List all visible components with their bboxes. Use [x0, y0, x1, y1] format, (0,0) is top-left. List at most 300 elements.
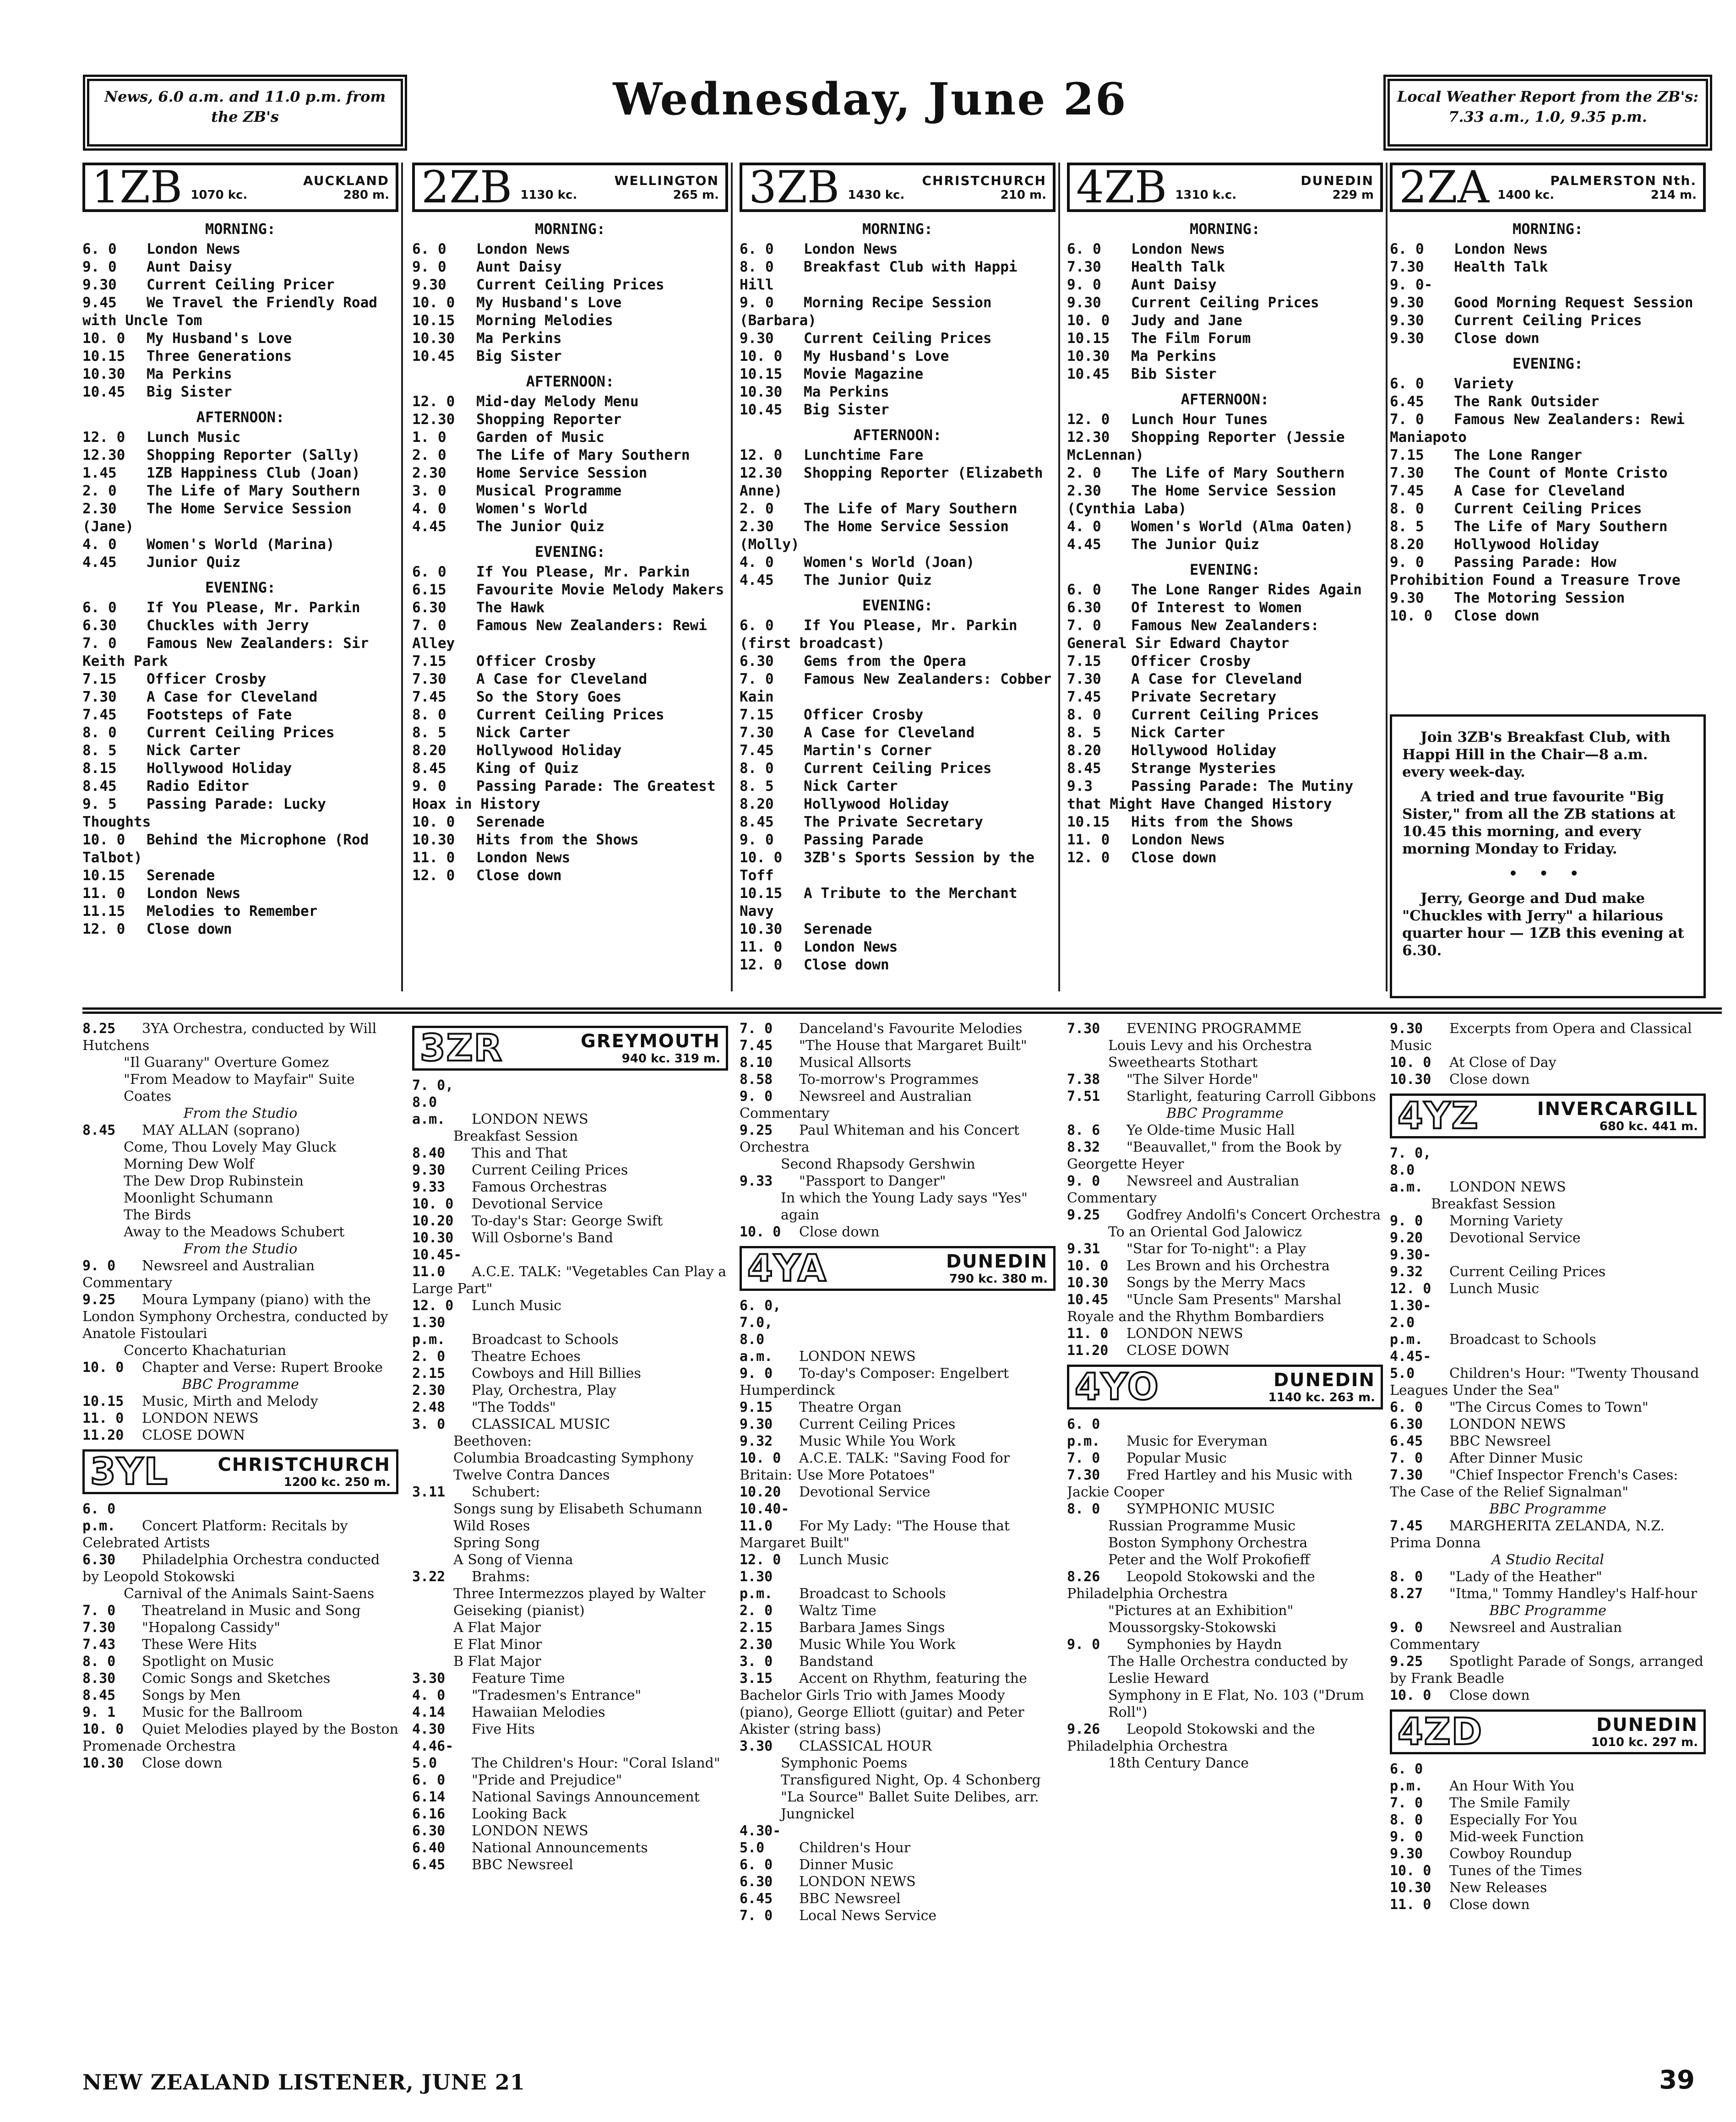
programme-title: Looking Back: [472, 1806, 566, 1822]
programme-row: [1390, 393, 1706, 411]
programme-title: Current Ceiling Prices: [804, 760, 992, 777]
programme-title: "The Silver Horde": [1126, 1072, 1259, 1088]
programme-time: 10. 0: [740, 849, 783, 866]
programme-title: BBC Programme: [1489, 1603, 1606, 1619]
programme-time: 7. 0: [1390, 1795, 1423, 1811]
programme-title: Come, Thou Lovely May Gluck: [124, 1139, 337, 1155]
programme-row: [412, 1585, 728, 1619]
programme-time: 9. 0: [82, 259, 117, 275]
programme-title: Current Ceiling Prices: [147, 724, 335, 741]
programme-title: London News: [476, 849, 571, 866]
programme-row: [740, 778, 1056, 795]
programme-title: Three Generations: [147, 348, 292, 365]
station-info: [848, 173, 1046, 202]
programme-title: Concerto Khachaturian: [124, 1343, 287, 1359]
programme-title: Songs sung by Elisabeth Schumann: [453, 1501, 702, 1517]
programme-time: 1. 0: [412, 429, 446, 446]
station-call-sign: 4YZ: [1398, 1094, 1479, 1137]
programme-time: 8.45: [82, 778, 117, 794]
programme-title: Theatre Organ: [799, 1399, 902, 1415]
programme-row: [1067, 1450, 1383, 1467]
programme-time: 10. 0: [1067, 312, 1110, 329]
programme-title: Ma Perkins: [476, 330, 562, 347]
programme-row: [1067, 1325, 1383, 1342]
programme-row: [412, 1416, 728, 1433]
programme-time: 10. 0: [1067, 1258, 1109, 1274]
programme-row: [1067, 482, 1383, 518]
programme-title: My Husband's Love: [476, 294, 622, 311]
programme-time: 3.15: [740, 1670, 773, 1687]
station-call-sign: 3YL: [90, 1450, 169, 1493]
programme-title: From the Studio: [183, 1105, 298, 1121]
programme-time: 9. 0: [740, 1088, 773, 1105]
programme-title: Barbara James Sings: [799, 1620, 945, 1636]
column-rule: [731, 163, 733, 991]
programme-row: [1067, 1602, 1383, 1636]
programme-time: 6.16: [412, 1806, 446, 1822]
programme-title: London News: [1454, 241, 1548, 257]
station-call-sign: 1ZB: [92, 162, 183, 213]
programme-title: Serenade: [147, 867, 215, 884]
programme-title: Bandstand: [799, 1654, 874, 1670]
programme-row: [1067, 1721, 1383, 1755]
programme-title: The Life of Mary Southern: [1131, 465, 1345, 481]
programme-row: [82, 240, 398, 258]
programme-time: 10. 0: [1390, 1055, 1431, 1071]
programme-time: 10.15: [82, 348, 125, 365]
programme-time: 7. 0: [1390, 1450, 1423, 1466]
programme-title: This and That: [472, 1145, 568, 1161]
programme-time: 6.30: [412, 599, 446, 616]
programme-row: [740, 1450, 1056, 1484]
programme-row: [1390, 1467, 1706, 1501]
programme-time: 10.30: [1390, 1880, 1431, 1896]
programme-row: [1067, 1037, 1383, 1054]
programme-time: 8.20: [412, 742, 446, 759]
programme-row: [740, 1501, 1056, 1551]
programme-time: 10.15: [82, 867, 125, 884]
programme-title: Children's Hour: "Twenty Thousand Leagues Under the Sea": [1390, 1366, 1699, 1398]
programme-row: [1067, 1568, 1383, 1602]
programme-title: Children's Hour: [799, 1840, 911, 1856]
programme-row: [82, 599, 398, 617]
programme-row: [82, 706, 398, 724]
programme-time: 10. 0: [412, 294, 455, 311]
programme-time: 1.30-2.0 p.m.: [1390, 1298, 1431, 1348]
programme-time: 12.30: [1067, 429, 1110, 446]
programme-time: 9. 0: [740, 294, 774, 311]
programme-row: [82, 1393, 398, 1410]
programme-title: Officer Crosby: [147, 671, 267, 687]
programme-row: [740, 1823, 1056, 1856]
programme-row: [740, 885, 1056, 920]
programme-title: A Case for Cleveland: [476, 671, 648, 687]
programme-title: Behind the Microphone (Rod Talbot): [82, 832, 369, 866]
programme-time: 10.30: [412, 1230, 454, 1246]
programme-row: [1390, 1416, 1706, 1433]
programme-title: Hits from the Shows: [1131, 814, 1294, 830]
programme-row: [82, 1427, 398, 1444]
programme-row: [82, 464, 398, 482]
programme-row: [82, 1619, 398, 1636]
programme-title: Hollywood Holiday: [147, 760, 292, 777]
programme-time: 8.25: [82, 1021, 116, 1037]
programme-title: Radio Editor: [147, 778, 249, 794]
programme-time: 6. 0 p.m.: [1067, 1416, 1100, 1449]
programme-title: To an Oriental God Jalowicz: [1108, 1224, 1302, 1240]
programme-time: 9.30: [1390, 1846, 1423, 1862]
programme-row: [82, 365, 398, 383]
programme-row: [1067, 1088, 1383, 1105]
programme-title: Ma Perkins: [804, 384, 889, 400]
programme-title: Nick Carter: [476, 724, 571, 741]
programme-row: [82, 446, 398, 464]
programme-row: [82, 500, 398, 536]
programme-time: 7.45: [740, 742, 774, 759]
programme-row: [1390, 607, 1706, 625]
programme-title: Lunch Hour Tunes: [1131, 411, 1268, 428]
programme-row: [82, 294, 398, 330]
programme-time: 7.30: [1390, 259, 1424, 275]
programme-row: [1390, 240, 1706, 258]
programme-row: [740, 706, 1056, 724]
programme-title: Spring Song: [453, 1535, 540, 1551]
programme-row: [412, 1365, 728, 1382]
programme-title: Officer Crosby: [1131, 653, 1251, 669]
programme-title: Home Service Session: [476, 465, 648, 481]
programme-row: [740, 1071, 1056, 1088]
programme-row: [1390, 518, 1706, 536]
programme-time: 6. 0: [82, 241, 117, 257]
station-frequency: 940 kc. 319 m.: [621, 1052, 720, 1066]
programme-time: 6. 0: [740, 617, 774, 634]
programme-time: 7. 0: [82, 1603, 116, 1619]
programme-time: 10.30: [412, 330, 455, 347]
programme-title: The Life of Mary Southern: [147, 483, 360, 499]
programme-time: 6.45: [1390, 1433, 1423, 1449]
programme-time: 8. 5: [1067, 724, 1101, 741]
station-info: [1486, 1099, 1698, 1133]
programme-row: [740, 1890, 1056, 1907]
programme-title: The Private Secretary: [804, 814, 983, 830]
programme-row: [1067, 1501, 1383, 1518]
programme-row: [1390, 1196, 1706, 1213]
programme-time: 7.45: [1067, 689, 1101, 705]
programme-time: 12. 0: [412, 393, 455, 410]
programme-row: [740, 938, 1056, 956]
programme-time: 9.33: [412, 1179, 446, 1195]
programme-row: [1390, 446, 1706, 464]
programme-title: Current Ceiling Prices: [804, 330, 992, 347]
programme-time: 10.30: [82, 1755, 124, 1771]
programme-title: The Smile Family: [1449, 1795, 1570, 1811]
station-wavelength: 265 m.: [673, 188, 719, 202]
programme-time: 6.15: [412, 582, 446, 598]
programme-title: LONDON NEWS: [1449, 1179, 1566, 1195]
programme-title: A.C.E. TALK: "Saving Food for Britain: Use More Potatoes": [740, 1450, 1010, 1483]
programme-time: 9.25: [1067, 1207, 1100, 1223]
programme-row: [412, 312, 728, 330]
programme-row: [1067, 1274, 1383, 1291]
programme-time: 7. 0: [412, 617, 446, 634]
programme-time: 2.30: [412, 1382, 446, 1398]
programme-title: Five Hits: [472, 1721, 535, 1737]
programme-title: Passing Parade: The Greatest Hoax in History: [412, 778, 716, 812]
programme-time: 9.30: [412, 1162, 446, 1178]
programme-title: Movie Magazine: [804, 366, 924, 382]
station-call-sign: 4ZD: [1398, 1710, 1483, 1753]
programme-time: 10.15: [1067, 814, 1110, 830]
programme-row: [412, 1297, 728, 1314]
programme-row: [82, 330, 398, 348]
programme-row: [412, 1568, 728, 1585]
programme-row: [82, 1755, 398, 1772]
programme-row: [740, 831, 1056, 849]
programme-title: Officer Crosby: [476, 653, 596, 669]
programme-time: 6. 0: [1390, 241, 1424, 257]
programme-title: The Rank Outsider: [1454, 393, 1600, 410]
programme-row: [82, 1173, 398, 1190]
programme-time: 8.45: [412, 760, 446, 777]
programme-row: [740, 1173, 1056, 1190]
programme-title: Dinner Music: [799, 1857, 893, 1873]
programme-row: [740, 518, 1056, 554]
programme-time: 6. 0: [740, 241, 774, 257]
programme-row: [412, 1128, 728, 1145]
programme-time: 7. 0, 8.0 a.m.: [1390, 1145, 1431, 1195]
programme-title: The Halle Orchestra conducted by Leslie Heward: [1108, 1654, 1348, 1687]
programme-time: 8. 0: [1390, 1569, 1423, 1585]
programme-title: Gems from the Opera: [804, 653, 966, 669]
programme-title: Close down: [1449, 1072, 1530, 1088]
programme-title: Serenade: [804, 921, 872, 937]
programme-time: 8.32: [1067, 1139, 1100, 1155]
programme-title: Morning Melodies: [476, 312, 613, 329]
programme-title: Current Ceiling Prices: [799, 1416, 956, 1432]
programme-time: 4. 0: [740, 554, 774, 571]
programme-row: [82, 482, 398, 500]
programme-title: A Case for Cleveland: [1454, 483, 1625, 499]
programme-row: [1067, 581, 1383, 599]
programme-time: 10. 0: [1390, 608, 1433, 624]
programme-title: LONDON NEWS: [142, 1410, 259, 1426]
programme-title: MARGHERITA ZELANDA, N.Z. Prima Donna: [1390, 1518, 1665, 1551]
programme-time: 8.15: [82, 760, 117, 777]
programme-time: 9.45: [82, 294, 117, 311]
programme-title: Lunch Music: [799, 1552, 889, 1568]
programme-time: 2.48: [412, 1399, 446, 1415]
programme-row: [412, 581, 728, 599]
programme-time: 4.45-5.0: [1390, 1349, 1431, 1382]
programme-row: [1390, 1585, 1706, 1602]
station-header-4yz: [1390, 1094, 1706, 1138]
programme-row: [412, 500, 728, 518]
programme-time: 6. 0: [412, 1772, 446, 1788]
programme-title: LONDON NEWS: [799, 1874, 916, 1890]
programme-row: [1067, 276, 1383, 294]
programme-row: [1067, 1105, 1383, 1122]
programme-time: 7.30: [1067, 1021, 1100, 1037]
programme-row: [740, 1789, 1056, 1823]
programme-title: The Life of Mary Southern: [476, 447, 690, 463]
station-call-sign: 2ZA: [1399, 162, 1490, 213]
programme-row: [1067, 778, 1383, 813]
programme-title: "The Todds": [472, 1399, 556, 1415]
programme-time: 11. 0: [82, 1410, 124, 1426]
programme-row: [412, 867, 728, 885]
programme-row: [1390, 1845, 1706, 1862]
programme-title: Aunt Daisy: [476, 259, 562, 275]
programme-time: 11. 0: [412, 849, 455, 866]
programme-title: Leopold Stokowski and the Philadelphia Orchestra: [1067, 1569, 1315, 1602]
programme-title: BBC Programme: [1166, 1105, 1284, 1121]
programme-row: [1390, 1518, 1706, 1551]
programme-row: [82, 724, 398, 742]
programme-row: [1390, 1020, 1706, 1054]
programme-time: 7. 0: [740, 1908, 773, 1924]
programme-title: Comic Songs and Sketches: [142, 1670, 331, 1687]
programme-time: 6. 0, 7.0, 8.0 a.m.: [740, 1298, 781, 1365]
programme-title: Shopping Reporter (Jessie McLennan): [1067, 429, 1345, 463]
programme-row: [1067, 240, 1383, 258]
programme-time: 9.30: [1390, 312, 1424, 329]
programme-time: 7. 0, 8.0 a.m.: [412, 1077, 454, 1127]
programme-row: [1390, 1246, 1706, 1280]
programme-row: [412, 1246, 728, 1297]
programme-row: [1390, 312, 1706, 330]
programme-title: A Flat Major: [453, 1620, 541, 1636]
station-header-3zr: [412, 1026, 728, 1071]
programme-title: Moura Lympany (piano) with the London Symphony Orchestra, conducted by Anatole Fistoulari: [82, 1292, 388, 1342]
programme-title: EVENING PROGRAMME: [1126, 1021, 1302, 1037]
programme-time: 10. 0: [82, 832, 125, 848]
programme-row: [412, 599, 728, 617]
programme-time: 12.30: [412, 411, 455, 428]
programme-title: London News: [147, 885, 241, 902]
programme-time: 2.30: [82, 501, 117, 517]
programme-title: "Pride and Prejudice": [472, 1772, 622, 1788]
programme-time: 12. 0: [1390, 1281, 1431, 1297]
programme-row: [82, 670, 398, 688]
programme-time: 7.30: [412, 671, 446, 687]
station-call-sign: 2ZB: [421, 162, 512, 213]
programme-time: 10.45: [82, 384, 125, 400]
programme-time: 6.30: [1390, 1416, 1423, 1432]
programme-time: 7.15: [740, 707, 774, 723]
station-header-1zb: [82, 163, 398, 212]
programme-title: Current Ceiling Prices: [1449, 1264, 1606, 1280]
programme-time: 12.30: [740, 465, 783, 481]
programme-time: 10.40-11.0: [740, 1501, 789, 1534]
programme-row: [1390, 1602, 1706, 1619]
programme-time: 11.20: [82, 1427, 124, 1443]
programme-time: 11. 0: [1067, 832, 1110, 848]
programme-time: 6. 0: [1390, 375, 1424, 392]
programme-title: King of Quiz: [476, 760, 579, 777]
programme-row: [1067, 1467, 1383, 1501]
programme-title: Good Morning Request Session: [1454, 294, 1693, 311]
programme-title: Russian Programme Music: [1108, 1518, 1296, 1534]
programme-title: Les Brown and his Orchestra: [1126, 1258, 1330, 1274]
programme-row: [412, 1789, 728, 1806]
programme-row: [1390, 1879, 1706, 1896]
programme-title: CLASSICAL HOUR: [799, 1738, 932, 1754]
programme-row: [412, 1518, 728, 1534]
section-heading: MORNING:: [1512, 220, 1584, 238]
programme-row: [740, 724, 1056, 742]
programme-row: [1067, 1257, 1383, 1274]
programme-title: Passing Parade: The Mutiny that Might Have Changed History: [1067, 778, 1354, 812]
programme-title: Martin's Corner: [804, 742, 932, 759]
programme-row: [412, 1636, 728, 1653]
programme-row: [740, 670, 1056, 706]
programme-row: [740, 240, 1056, 258]
programme-time: 10.15: [740, 366, 783, 382]
programme-row: [82, 903, 398, 920]
programme-time: 9.20: [1390, 1230, 1423, 1246]
programme-title: Famous New Zealanders: Rewi Maniapoto: [1390, 411, 1685, 446]
programme-title: Big Sister: [476, 348, 562, 365]
programme-title: Famous New Zealanders: Cobber Kain: [740, 671, 1052, 705]
programme-time: 9. 0-9.30: [1390, 277, 1433, 311]
programme-title: Famous New Zealanders: Rewi Alley: [412, 617, 707, 652]
programme-row: [412, 831, 728, 849]
programme-title: Current Ceiling Prices: [472, 1162, 628, 1178]
programme-row: [1067, 1636, 1383, 1653]
station-city: GREYMOUTH: [581, 1031, 720, 1052]
programme-title: Tunes of the Times: [1449, 1863, 1582, 1879]
programme-row: [740, 446, 1056, 464]
programme-title: Big Sister: [147, 384, 232, 400]
programme-title: Newsreel and Australian Commentary: [82, 1258, 315, 1291]
programme-title: Musical Allsorts: [799, 1055, 911, 1071]
programme-time: 10.30: [740, 384, 783, 400]
programme-row: [412, 429, 728, 446]
programme-row: [740, 849, 1056, 885]
programme-title: Accent on Rhythm, featuring the Bachelor Girls Trio with James Moody (piano), George Elliott (guitar) and Peter Akister (string bass): [740, 1670, 1027, 1737]
programme-title: Quiet Melodies played by the Boston Promenade Orchestra: [82, 1721, 398, 1754]
programme-title: Devotional Service: [472, 1196, 603, 1212]
programme-row: [412, 1450, 728, 1467]
programme-time: 8. 6: [1067, 1122, 1100, 1138]
programme-row: [740, 1088, 1056, 1122]
programme-row: [412, 653, 728, 670]
programme-row: [1390, 1071, 1706, 1088]
programme-title: Bib Sister: [1131, 366, 1217, 382]
station-frequency: 1010 kc. 297 m.: [1591, 1736, 1698, 1749]
programme-time: 8.10: [740, 1055, 773, 1071]
programme-row: [1067, 653, 1383, 670]
programme-time: 2.30: [740, 518, 774, 535]
programme-row: [82, 1105, 398, 1122]
programme-title: Of Interest to Women: [1131, 599, 1302, 616]
programme-row: [1390, 1653, 1706, 1687]
station-city: DUNEDIN: [1596, 1714, 1698, 1736]
promo-box: [1390, 714, 1706, 998]
programme-title: Officer Crosby: [804, 707, 924, 723]
programme-title: An Hour With You: [1449, 1778, 1575, 1794]
programme-title: Close down: [142, 1755, 223, 1771]
programme-row: [1390, 1348, 1706, 1399]
station-city: INVERCARGILL: [1537, 1099, 1698, 1120]
programme-row: [82, 1207, 398, 1224]
programme-row: [1390, 375, 1706, 393]
programme-time: 3. 0: [412, 483, 446, 499]
programme-title: Sweethearts Stothart: [1108, 1055, 1258, 1071]
station-info: [1490, 1714, 1698, 1749]
programme-time: 10. 0: [740, 1224, 781, 1240]
programme-row: [1067, 849, 1383, 867]
